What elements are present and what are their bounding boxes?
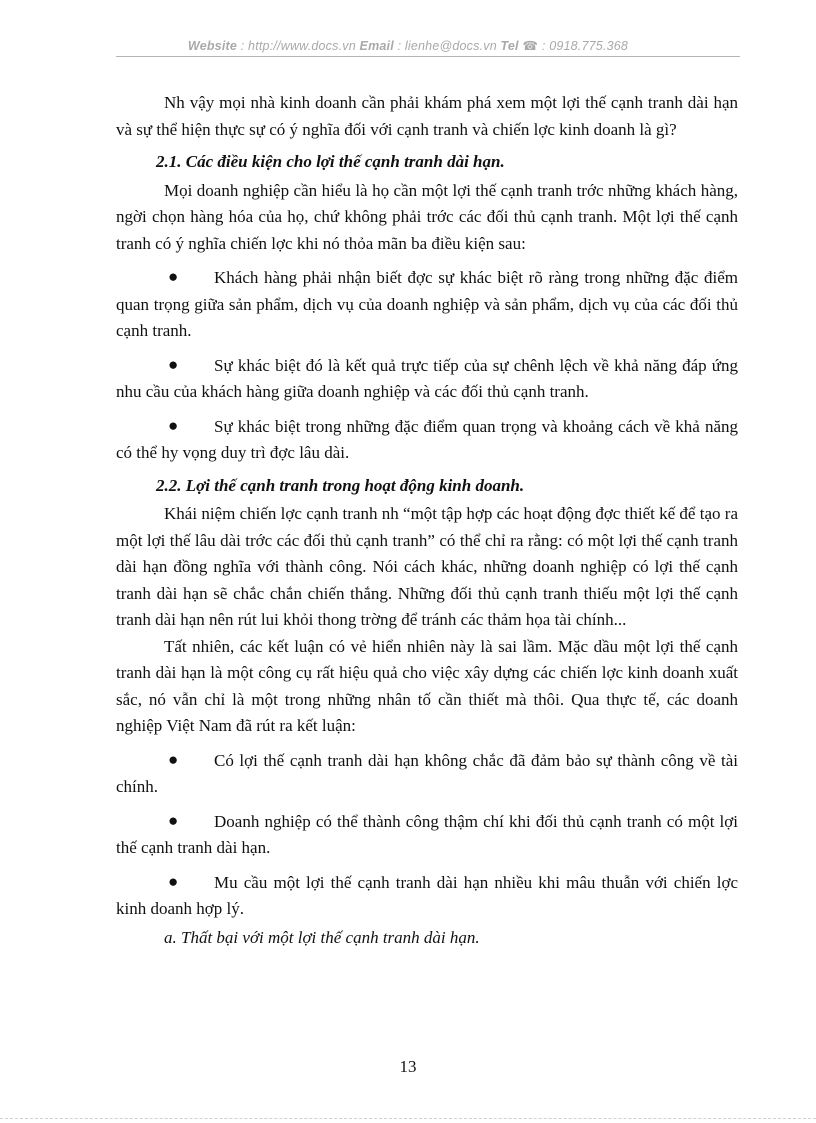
intro-paragraph: Nh vậy mọi nhà kinh doanh cần phải khám phá xem một lợi thế cạnh tranh dài hạn và sự thể hiện thực sự có ý nghĩa đối với cạnh tranh và chiến lợc kinh doanh là gì? — [116, 93, 738, 139]
list-item — [116, 353, 738, 406]
bullet-icon: ● — [168, 354, 179, 374]
section-heading-2-2: 2.2. Lợi thế cạnh tranh trong hoạt động kinh doanh. — [156, 475, 525, 495]
list-item-text: Mu cầu một lợi thế cạnh tranh dài hạn nhiều khi mâu thuẫn với chiến lợc kinh doanh hợp lý. — [116, 872, 738, 918]
section-2-2-paragraph-1: Khái niệm chiến lợc cạnh tranh nh “một tập hợp các hoạt động đợc thiết kế để tạo ra một lợi thế lâu dài trớc các đối thủ cạnh tranh” có thể chỉ ra rằng: có một lợi thế cạnh tranh dài hạn đồng nghĩa với thành công. Nói cách khác, những doanh nghiệp có lợi thế cạnh tranh dài hạn sẽ chắc chắn chiến thắng. Những đối thủ cạnh tranh thiếu một lợi thế cạnh tranh dài hạn nên rút lui khỏi thong trờng để tránh các thảm họa tài chính... — [116, 504, 738, 629]
page-number: 13 — [399, 1057, 417, 1076]
website-value: : http://www.docs.vn — [237, 39, 360, 53]
bullet-icon: ● — [168, 749, 179, 769]
list-item — [116, 265, 738, 345]
email-value: : lienhe@docs.vn — [393, 39, 501, 53]
tel-value: ☎ : 0918.775.368 — [518, 39, 629, 53]
section-2-1-paragraph: Mọi doanh nghiệp cần hiểu là họ cần một lợi thế cạnh tranh trớc những khách hàng, ngời chọn hàng hóa của họ, chứ không phải trớc các đối thủ cạnh tranh. Một lợi thế cạnh tranh có ý nghĩa chiến lợc khi nó thỏa mãn ba điều kiện sau: — [116, 180, 738, 253]
header-divider — [116, 56, 740, 57]
list-item-text: Khách hàng phải nhận biết đợc sự khác biệt rõ ràng trong những đặc điểm quan trọng giữa sản phẩm, dịch vụ của doanh nghiệp và sản phẩm, dịch vụ của các đối thủ cạnh tranh. — [116, 268, 738, 340]
list-item — [116, 748, 738, 801]
email-label: Email — [359, 39, 394, 53]
section-heading-2-1: 2.1. Các điều kiện cho lợi thế cạnh tranh dài hạn. — [156, 152, 505, 171]
bullet-icon: ● — [168, 415, 179, 435]
page-header — [0, 38, 816, 53]
list-item — [116, 870, 738, 923]
tel-label: Tel — [500, 39, 519, 53]
subsection-heading-a: a. Thất bại với một lợi thế cạnh tranh dài hạn. — [164, 927, 480, 947]
bullet-icon: ● — [168, 267, 179, 286]
list-item-text: Sự khác biệt đó là kết quả trực tiếp của sự chênh lệch về khả năng đáp ứng nhu cầu của khách hàng giữa doanh nghiệp và các đối thủ cạnh tranh. — [116, 355, 738, 401]
list-item-text: Có lợi thế cạnh tranh dài hạn không chắc đã đảm bảo sự thành công về tài chính. — [116, 750, 738, 796]
footer-divider — [0, 1118, 816, 1119]
section-2-2-paragraph-2: Tất nhiên, các kết luận có vẻ hiển nhiên này là sai lầm. Mặc dầu một lợi thế cạnh tranh dài hạn là một công cụ rất hiệu quả cho việc xây dựng các chiến lợc kinh doanh xuất sắc, nó vẫn chỉ là một trong những nhân tố cần thiết mà thôi. Qua thực tế, các doanh nghiệp Việt Nam đã rút ra kết luận: — [116, 636, 738, 735]
bullet-icon: ● — [168, 871, 179, 891]
list-item — [116, 414, 738, 467]
list-item-text: Sự khác biệt trong những đặc điểm quan trọng và khoảng cách về khả năng có thể hy vọng duy trì đợc lâu dài. — [116, 416, 738, 462]
list-item — [116, 809, 738, 862]
bullet-icon: ● — [168, 810, 179, 830]
website-label: Website — [187, 39, 238, 53]
document-body — [116, 90, 738, 951]
list-item-text: Doanh nghiệp có thể thành công thậm chí khi đối thủ cạnh tranh có một lợi thế cạnh tranh dài hạn. — [116, 811, 738, 857]
